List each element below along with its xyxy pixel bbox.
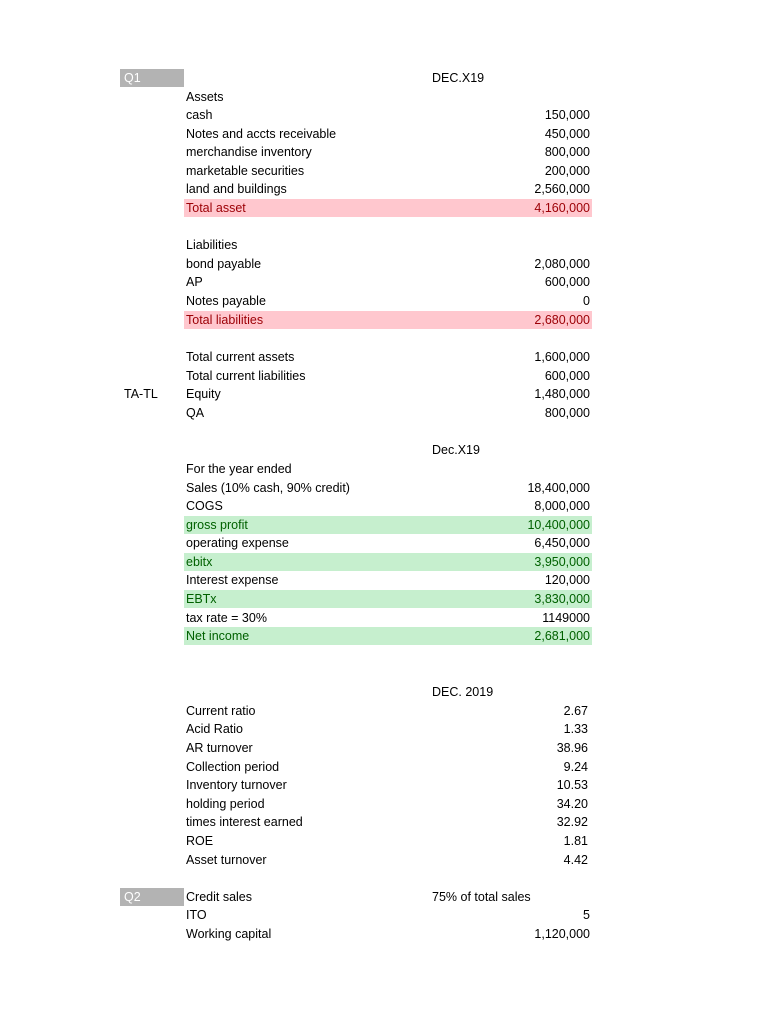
table-row <box>0 479 768 497</box>
table-row <box>0 125 768 143</box>
ratios-date-header: DEC. 2019 <box>432 685 494 699</box>
table-row <box>0 143 768 161</box>
total-asset-value: 4,160,000 <box>534 201 590 215</box>
table-row <box>0 571 768 589</box>
row-label: merchandise inventory <box>186 145 312 159</box>
ito-value: 5 <box>583 908 590 922</box>
q2-tag: Q2 <box>120 888 184 906</box>
row-value: 200,000 <box>544 164 590 178</box>
table-row <box>0 180 768 198</box>
table-row <box>0 627 768 645</box>
row-value: 34.20 <box>556 797 588 811</box>
row-label: gross profit <box>186 518 248 532</box>
total-asset-row <box>0 199 768 217</box>
table-row <box>0 609 768 627</box>
table-row <box>0 795 768 813</box>
row-label: Inventory turnover <box>186 778 287 792</box>
table-row <box>0 497 768 515</box>
period-label: For the year ended <box>186 462 292 476</box>
row-label: AR turnover <box>186 741 253 755</box>
row-value: 6,450,000 <box>534 536 590 550</box>
row-label: Acid Ratio <box>186 722 243 736</box>
table-row <box>0 851 768 869</box>
row-label: operating expense <box>186 536 289 550</box>
income-header-row <box>0 441 768 459</box>
row-value: 450,000 <box>544 127 590 141</box>
liabilities-heading-row <box>0 236 768 254</box>
row-label: Net income <box>186 629 250 643</box>
row-label: AP <box>186 275 203 289</box>
row-value: 4.42 <box>563 853 588 867</box>
table-row <box>0 404 768 422</box>
table-row <box>0 292 768 310</box>
total-liabilities-value: 2,680,000 <box>534 313 590 327</box>
row-value: 600,000 <box>544 369 590 383</box>
row-label: ROE <box>186 834 214 848</box>
row-value: 0 <box>583 294 590 308</box>
row-label: Notes payable <box>186 294 266 308</box>
ito-label: ITO <box>186 908 207 922</box>
table-row <box>0 758 768 776</box>
total-asset-label: Total asset <box>186 201 246 215</box>
row-value: 8,000,000 <box>534 499 590 513</box>
q2-working-capital-row <box>0 925 768 943</box>
table-row <box>0 702 768 720</box>
row-value: 1149000 <box>542 611 590 625</box>
table-row <box>0 367 768 385</box>
row-label: Asset turnover <box>186 853 267 867</box>
row-label: times interest earned <box>186 815 303 829</box>
q1-date-header: DEC.X19 <box>432 71 485 85</box>
row-value: 1.81 <box>563 834 588 848</box>
row-value: 3,950,000 <box>534 555 590 569</box>
period-row <box>0 460 768 478</box>
row-value: 150,000 <box>544 108 590 122</box>
row-label: Total current liabilities <box>186 369 306 383</box>
row-value: 800,000 <box>544 145 590 159</box>
row-value: 2,681,000 <box>534 629 590 643</box>
row-label: tax rate = 30% <box>186 611 267 625</box>
row-label: QA <box>186 406 205 420</box>
row-value: 1,600,000 <box>534 350 590 364</box>
row-label: Equity <box>186 387 221 401</box>
row-value: 2,080,000 <box>534 257 590 271</box>
row-label: Collection period <box>186 760 280 774</box>
row-label: Sales (10% cash, 90% credit) <box>186 481 350 495</box>
row-label: Total current assets <box>186 350 295 364</box>
row-value: 800,000 <box>544 406 590 420</box>
income-date-header: Dec.X19 <box>432 443 480 457</box>
row-label: EBTx <box>186 592 217 606</box>
q2-credit-sales-row <box>0 888 768 906</box>
row-value: 2.67 <box>563 704 588 718</box>
total-liabilities-label: Total liabilities <box>186 313 264 327</box>
row-value: 600,000 <box>544 275 590 289</box>
q1-tag: Q1 <box>120 69 184 87</box>
table-row <box>0 348 768 366</box>
credit-sales-label: Credit sales <box>186 890 252 904</box>
table-row <box>0 534 768 552</box>
row-label: cash <box>186 108 213 122</box>
table-row <box>0 739 768 757</box>
row-value: 10.53 <box>556 778 588 792</box>
row-value: 9.24 <box>563 760 588 774</box>
table-row <box>0 776 768 794</box>
row-value: 18,400,000 <box>527 481 590 495</box>
row-value: 38.96 <box>556 741 588 755</box>
table-row <box>0 516 768 534</box>
row-value: 3,830,000 <box>534 592 590 606</box>
table-row <box>0 832 768 850</box>
table-row <box>0 385 768 403</box>
row-label: COGS <box>186 499 223 513</box>
table-row <box>0 813 768 831</box>
row-label: ebitx <box>186 555 213 569</box>
row-value: 10,400,000 <box>527 518 590 532</box>
row-value: 120,000 <box>544 573 590 587</box>
credit-sales-note: 75% of total sales <box>432 890 531 904</box>
assets-heading: Assets <box>186 90 224 104</box>
row-label: marketable securities <box>186 164 305 178</box>
table-row <box>0 273 768 291</box>
row-value: 32.92 <box>556 815 588 829</box>
table-row <box>0 553 768 571</box>
working-capital-label: Working capital <box>186 927 272 941</box>
row-value: 1,480,000 <box>534 387 590 401</box>
working-capital-value: 1,120,000 <box>534 927 590 941</box>
row-label: Notes and accts receivable <box>186 127 337 141</box>
table-row <box>0 255 768 273</box>
table-row <box>0 720 768 738</box>
liabilities-heading: Liabilities <box>186 238 238 252</box>
assets-heading-row <box>0 88 768 106</box>
q1-header-row <box>0 69 768 87</box>
q2-ito-row <box>0 906 768 924</box>
table-row <box>0 162 768 180</box>
row-value: 2,560,000 <box>534 182 590 196</box>
row-label: bond payable <box>186 257 262 271</box>
row-label: Current ratio <box>186 704 256 718</box>
total-liabilities-row <box>0 311 768 329</box>
row-label: land and buildings <box>186 182 287 196</box>
ratios-header-row <box>0 683 768 701</box>
side-note: TA-TL <box>124 387 158 401</box>
row-value: 1.33 <box>563 722 588 736</box>
table-row <box>0 106 768 124</box>
row-label: holding period <box>186 797 265 811</box>
row-label: Interest expense <box>186 573 279 587</box>
table-row <box>0 590 768 608</box>
